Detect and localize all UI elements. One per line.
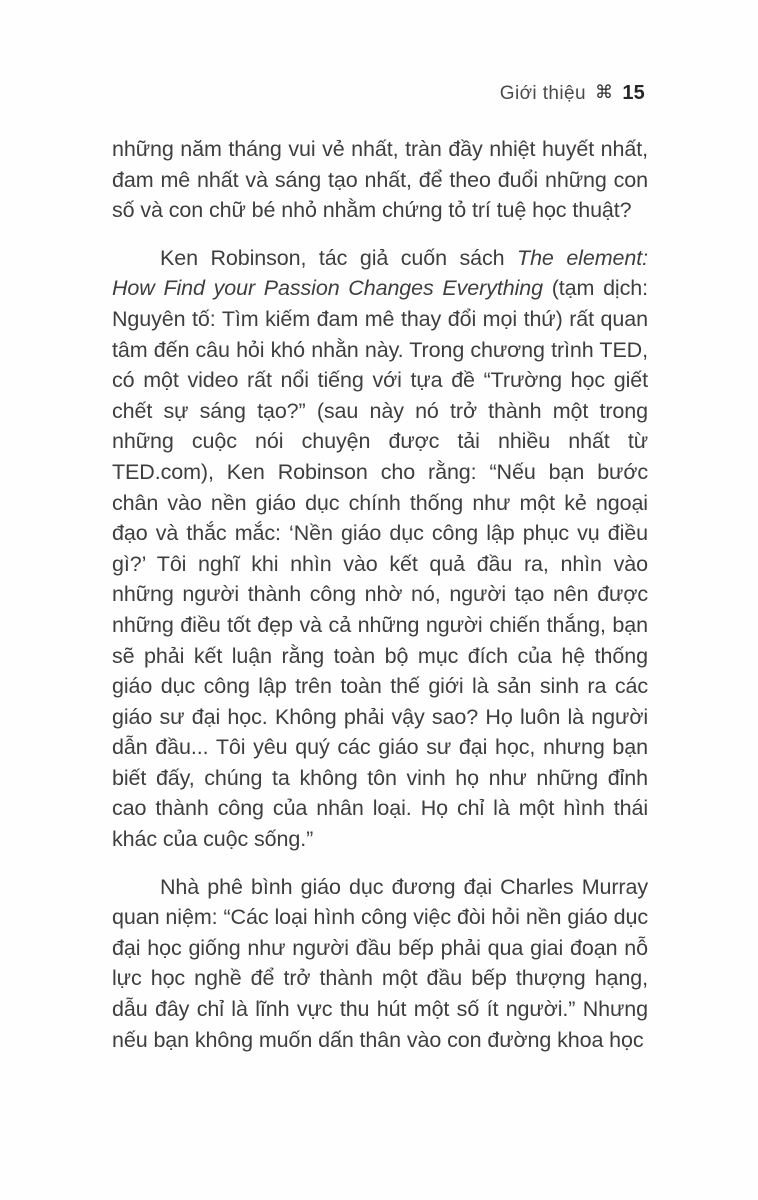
page-number: 15	[622, 82, 645, 104]
running-header	[500, 82, 645, 105]
paragraph	[112, 872, 648, 1056]
paragraph-text: Ken Robinson, tác giả cuốn sách	[160, 245, 518, 270]
paragraph	[112, 243, 648, 855]
paragraph-text: (tạm dịch: Nguyên tố: Tìm kiếm đam mê thay đổi mọi thứ) rất quan tâm đến câu hỏi khó nhằn này. Trong chương trình TED, có một video rất nổi tiếng với tựa đề “Trường học giết chết sự sáng tạo?” (sau này nó trở thành một trong những cuộc nói chuyện được tải nhiều nhất từ TED.com), Ken Robinson cho rằng: “Nếu bạn bước chân vào nền giáo dục chính thống như một kẻ ngoại đạo và thắc mắc: ‘Nền giáo dục công lập phục vụ điều gì?’ Tôi nghĩ khi nhìn vào kết quả đầu ra, nhìn vào những người thành công nhờ nó, người tạo nên được những điều tốt đẹp và cả những người chiến thắng, bạn sẽ phải kết luận rằng toàn bộ mục đích của hệ thống giáo dục công lập trên toàn thế giới là sản sinh ra các giáo sư đại học. Không phải vậy sao? Họ luôn là người dẫn đầu... Tôi yêu quý các giáo sư đại học, nhưng bạn biết đấy, chúng ta không tôn vinh họ như những đỉnh cao thành công của nhân loại. Họ chỉ là một hình thái khác của cuộc sống.”	[112, 276, 648, 852]
book-title-italic: The element: How Find your Passion Changes Everything	[112, 245, 648, 301]
command-ornament-icon: ⌘	[594, 82, 614, 103]
paragraph	[112, 134, 648, 226]
paragraph-text: những năm tháng vui vẻ nhất, tràn đầy nhiệt huyết nhất, đam mê nhất và sáng tạo nhất, để theo đuổi những con số và con chữ bé nhỏ nhằm chứng tỏ trí tuệ học thuật?	[112, 137, 648, 223]
section-title: Giới thiệu	[499, 83, 586, 104]
paragraph-text: Nhà phê bình giáo dục đương đại Charles Murray quan niệm: “Các loại hình công việc đòi hỏi nền giáo dục đại học giống như người đầu bếp phải qua giai đoạn nỗ lực học nghề để trở thành một đầu bếp thượng hạng, dẫu đây chỉ là lĩnh vực thu hút một số ít người.” Nhưng nếu bạn không muốn dấn thân vào con đường khoa học	[112, 874, 648, 1052]
page-body	[112, 134, 648, 1072]
